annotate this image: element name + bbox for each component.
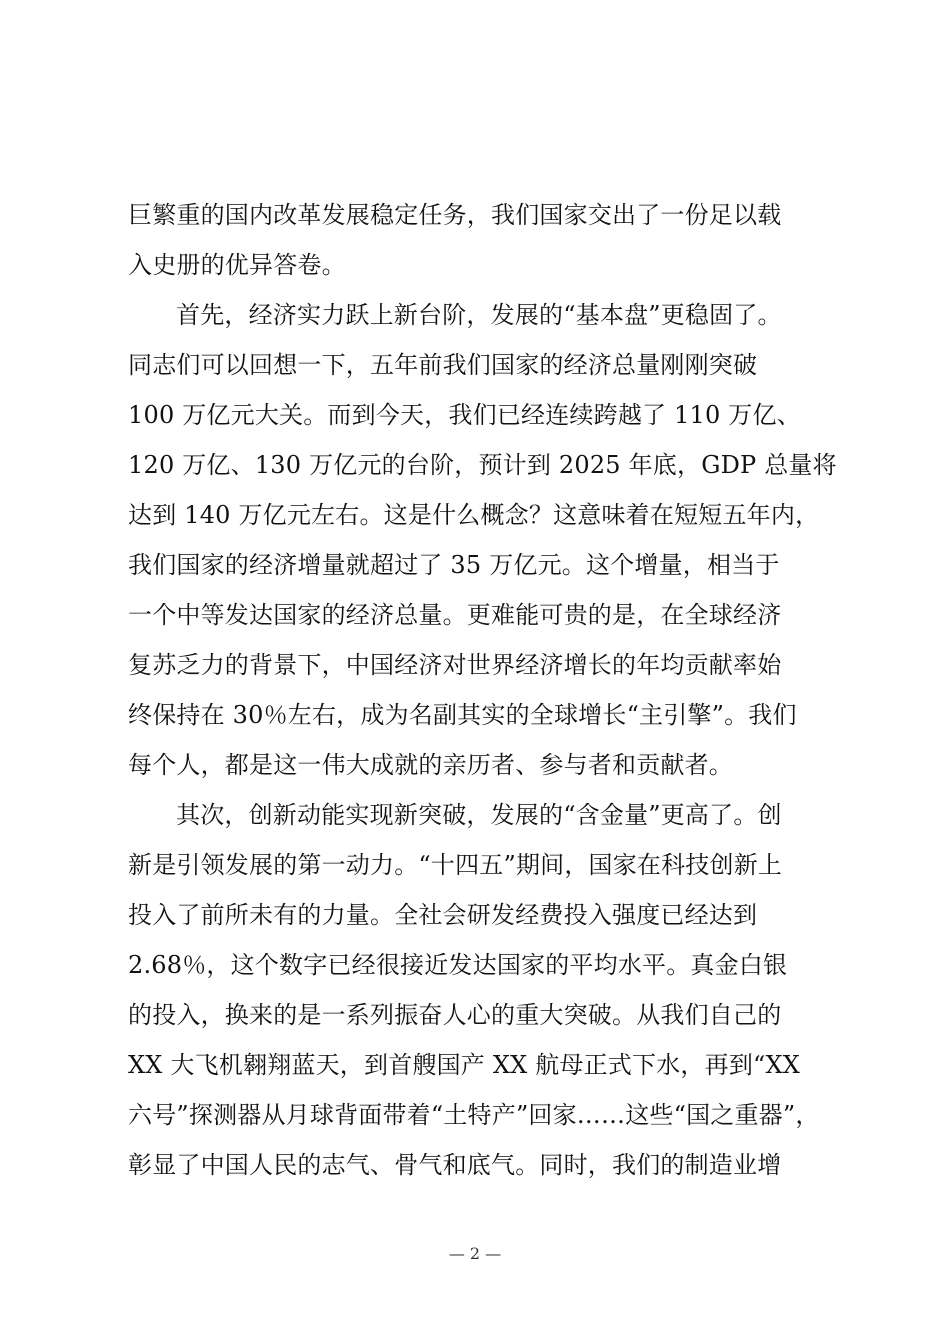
text-line: 2.68％，这个数字已经很接近发达国家的平均水平。真金白银 bbox=[128, 951, 788, 979]
text-line: 100 万亿元大关。而到今天，我们已经连续跨越了 110 万亿、 bbox=[128, 401, 801, 429]
text-line: 一个中等发达国家的经济总量。更难能可贵的是，在全球经济 bbox=[128, 601, 782, 629]
text-line: 六号”探测器从月球背面带着“土特产”回家……这些“国之重器”， bbox=[128, 1101, 820, 1129]
text-line: 120 万亿、130 万亿元的台阶，预计到 2025 年底，GDP 总量将 bbox=[128, 451, 837, 479]
text-line: 终保持在 30％左右，成为名副其实的全球增长“主引擎”。我们 bbox=[128, 701, 797, 729]
paragraph-first-line: 首先，经济实力跃上新台阶，发展的“基本盘”更稳固了。 bbox=[176, 301, 782, 329]
text-line: 的投入，换来的是一系列振奋人心的重大突破。从我们自己的 bbox=[128, 1001, 782, 1029]
text-line: 入史册的优异答卷。 bbox=[128, 251, 346, 279]
paragraph-first-line: 其次，创新动能实现新突破，发展的“含金量”更高了。创 bbox=[176, 801, 782, 829]
page-number: — 2 — bbox=[448, 1244, 502, 1263]
body-text bbox=[128, 190, 837, 1190]
text-line: 投入了前所未有的力量。全社会研发经费投入强度已经达到 bbox=[128, 901, 758, 929]
text-line: 复苏乏力的背景下，中国经济对世界经济增长的年均贡献率始 bbox=[128, 651, 782, 679]
text-line: 巨繁重的国内改革发展稳定任务，我们国家交出了一份足以载 bbox=[128, 201, 782, 229]
text-line: 达到 140 万亿元左右。这是什么概念？这意味着在短短五年内， bbox=[128, 501, 820, 529]
text-line: 我们国家的经济增量就超过了 35 万亿元。这个增量，相当于 bbox=[128, 551, 780, 579]
text-line: XX 大飞机翱翔蓝天，到首艘国产 XX 航母正式下水，再到“XX bbox=[128, 1051, 801, 1079]
text-line: 每个人，都是这一伟大成就的亲历者、参与者和贡献者。 bbox=[128, 751, 733, 779]
text-line: 彰显了中国人民的志气、骨气和底气。同时，我们的制造业增 bbox=[128, 1151, 782, 1179]
text-line: 同志们可以回想一下，五年前我们国家的经济总量刚刚突破 bbox=[128, 351, 758, 379]
text-line: 新是引领发展的第一动力。“十四五”期间，国家在科技创新上 bbox=[128, 851, 783, 879]
